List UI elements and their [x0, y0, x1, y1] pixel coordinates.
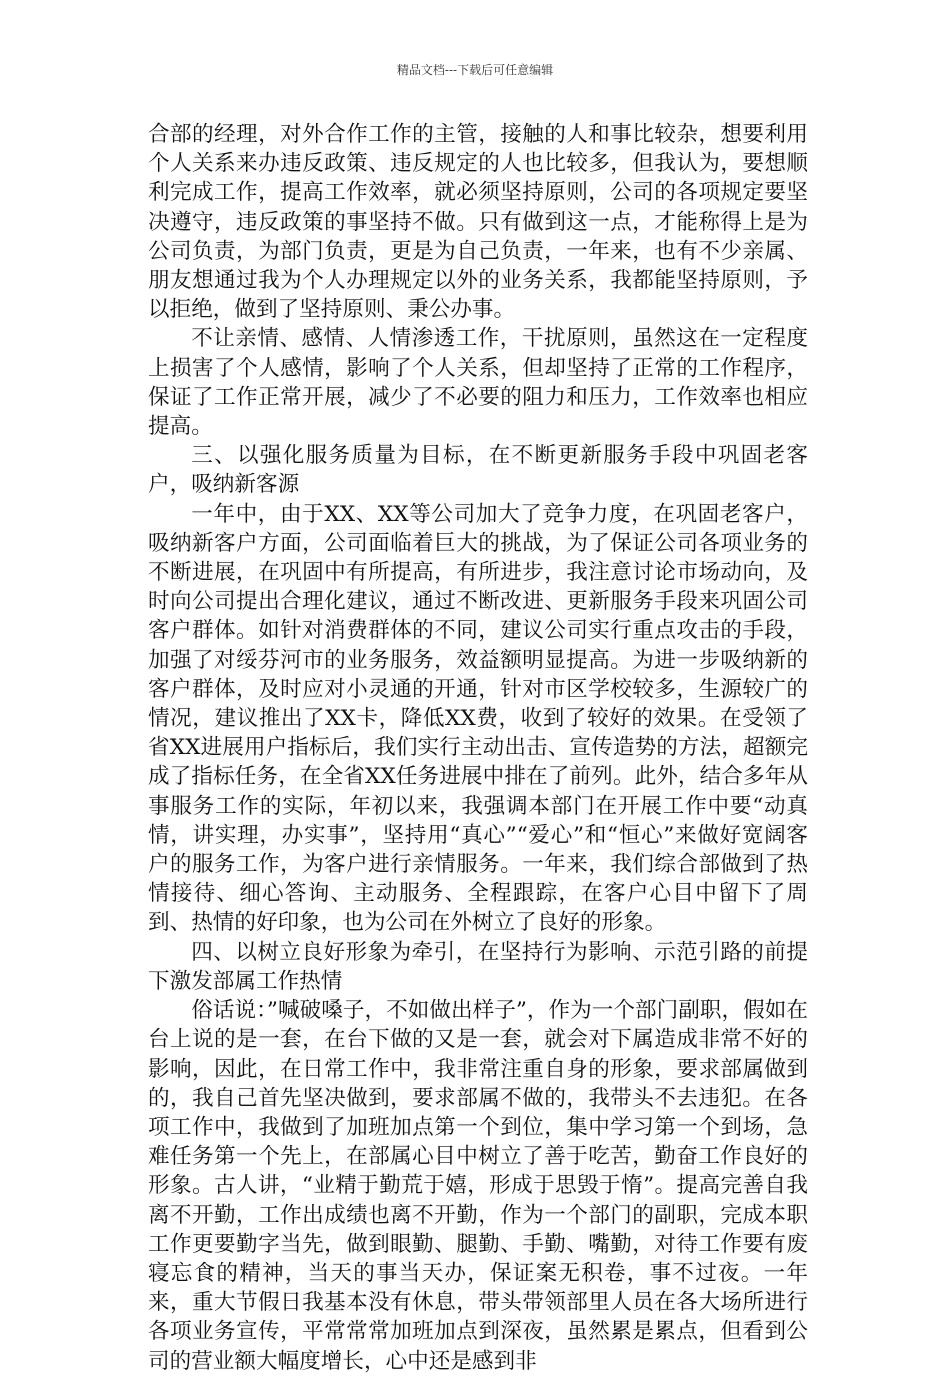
paragraph-4: 一年中，由于XX、XX等公司加大了竞争力度，在巩固老客户，吸纳新客户方面，公司面临着巨大的挑战，为了保证公司各项业务的不断进展，在巩固中有所提高，有所进步，我注意讨论市场动向，及时向公司提出合理化建议，通过不断改进、更新服务手段来巩固公司客户群体。如针对消费群体的不同，建议公司实行重点攻击的手段，加强了对绥芬河市的业务服务，效益额明显提高。为进一步吸纳新的客户群体，及时应对小灵通的开通，针对市区学校较多，生源较广的情况，建议推出了XX卡，降低XX费，收到了较好的效果。在受领了省XX进展用户指标后，我们实行主动出击、宣传造势的方法，超额完成了指标任务，在全省XX任务进展中排在了前列。此外，结合多年从事服务工作的实际，年初以来，我强调本部门在开展工作中要“动真情，讲实理，办实事”，坚持用“真心”“爱心”和“恒心”来做好宽阔客户的服务工作，为客户进行亲情服务。一年来，我们综合部做到了热情接待、细心答询、主动服务、全程跟踪，在客户心目中留下了周到、热情的好印象，也为公司在外树立了良好的形象。: [148, 501, 808, 936]
paragraph-2: 不让亲情、感情、人情渗透工作，干扰原则，虽然这在一定程度上损害了个人感情，影响了个人关系，但却坚持了正常的工作程序，保证了工作正常开展，减少了不必要的阻力和压力，工作效率也相应提高。: [148, 326, 808, 440]
page-header: [0, 62, 950, 78]
section-heading-3: 三、以强化服务质量为目标，在不断更新服务手段中巩固老客户，吸纳新客源: [148, 443, 808, 498]
header-text: 精品文档---下载后可任意编辑: [396, 63, 554, 77]
document-body: [148, 120, 808, 1376]
paragraph-6: 俗话说：”喊破嗓子，不如做出样子”，作为一个部门副职，假如在台上说的是一套，在台下做的又是一套，就会对下属造成非常不好的影响，因此，在日常工作中，我非常注重自身的形象，要求部属做到的，我自己首先坚决做到，要求部属不做的，我带头不去违犯。在各项工作中，我做到了加班加点第一个到位，集中学习第一个到场，急难任务第一个先上，在部属心目中树立了善于吃苦，勤奋工作良好的形象。古人讲，“业精于勤荒于嬉，形成于思毁于惰”。提高完善自我离不开勤，工作出成绩也离不开勤，作为一个部门的副职，完成本职工作更要勤字当先，做到眼勤、腿勤、手勤、嘴勤，对待工作要有废寝忘食的精神，当天的事当天办，保证案无积卷，事不过夜。一年来，重大节假日我基本没有休息，带头带领部里人员在各大场所进行各项业务宣传，平常常常加班加点到深夜，虽然累是累点，但看到公司的营业额大幅度增长，心中还是感到非: [148, 998, 808, 1374]
paragraph-1: 合部的经理，对外合作工作的主管，接触的人和事比较杂，想要利用个人关系来办违反政策、违反规定的人也比较多，但我认为，要想顺利完成工作，提高工作效率，就必须坚持原则，公司的各项规定要坚决遵守，违反政策的事坚持不做。只有做到这一点，才能称得上是为公司负责，为部门负责，更是为自己负责，一年来，也有不少亲属、朋友想通过我为个人办理规定以外的业务关系，我都能坚持原则，予以拒绝，做到了坚持原则、秉公办事。: [148, 122, 808, 323]
section-heading-4: 四、以树立良好形象为牵引，在坚持行为影响、示范引路的前提下激发部属工作热情: [148, 939, 808, 994]
